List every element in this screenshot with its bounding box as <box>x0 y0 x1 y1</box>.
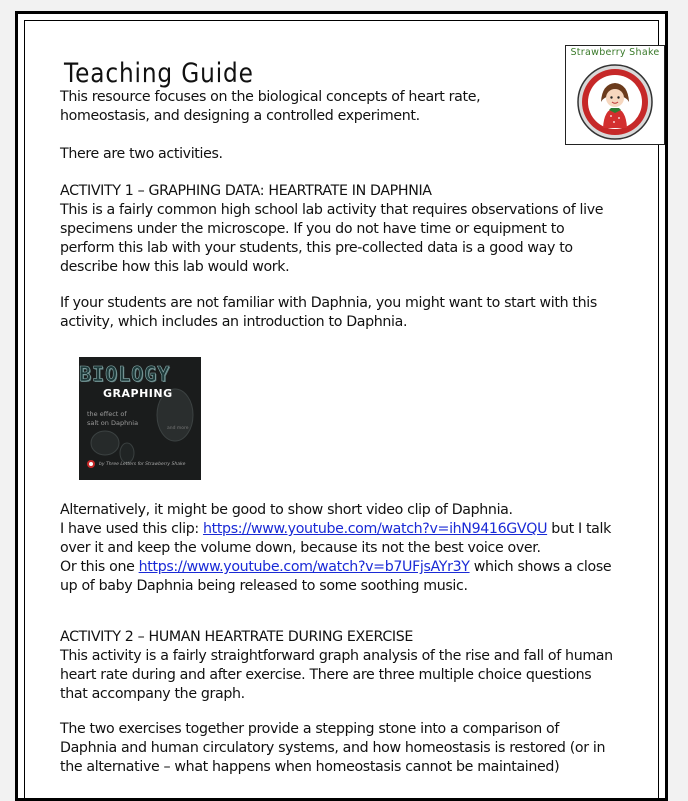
youtube-link-2[interactable]: https://www.youtube.com/watch?v=b7UFjsAYr3Y <box>138 559 470 575</box>
thumbnail-caption-line-1: the effect of <box>87 410 127 418</box>
alternative-video-paragraph <box>60 501 660 596</box>
alt-line-4-post: which shows a close <box>469 559 612 575</box>
alt-line-1: Alternatively, it might be good to show short video clip of Daphnia. <box>60 502 513 518</box>
daphnia-intro-paragraph: If your students are not familiar with Daphnia, you might want to start with this activity, which includes an introduction to Daphnia. <box>60 295 597 330</box>
thumbnail-caption-line-2: salt on Daphnia <box>87 419 139 427</box>
thumbnail-caption-small: and more <box>167 426 189 431</box>
conclusion-paragraph: The two exercises together provide a stepping stone into a comparison of Daphnia and human circulatory systems, and how homeostasis is restored (or in the alternative – what happens when homeostasis cannot be maintained) <box>60 721 606 775</box>
page-title: Teaching Guide <box>64 58 254 89</box>
activity-1-body: This is a fairly common high school lab activity that requires observations of live specimens under the microscope. If you do not have time or equipment to perform this lab with your students, this pre-collected data is a good way to describe how this lab would work. <box>60 202 604 275</box>
alt-line-5: up of baby Daphnia being released to some soothing music. <box>60 578 468 594</box>
logo-text: Strawberry Shake <box>570 47 660 58</box>
alt-line-4-pre: Or this one <box>60 559 139 575</box>
two-activities-text: There are two activities. <box>60 146 223 162</box>
document-page <box>15 11 668 801</box>
alt-line-3: over it and keep the volume down, because its not the best voice over. <box>60 540 541 556</box>
activity-1-heading: ACTIVITY 1 – GRAPHING DATA: HEARTRATE IN DAPHNIA <box>60 183 432 199</box>
biology-graphing-thumbnail[interactable] <box>79 357 201 480</box>
thumbnail-title: BIOLOGY <box>79 362 171 386</box>
thumbnail-footer: by Three Letters for Strawberry Shake <box>99 462 186 467</box>
thumbnail-subtitle: GRAPHING <box>103 387 173 400</box>
thumbnail-caption <box>87 410 138 428</box>
youtube-link-1[interactable]: https://www.youtube.com/watch?v=ihN9416GVQU <box>202 521 548 537</box>
alt-line-2-post: but I talk <box>547 521 611 537</box>
activity-2-heading: ACTIVITY 2 – HUMAN HEARTRATE DURING EXERCISE <box>60 629 413 645</box>
activity-2-body: This activity is a fairly straightforward graph analysis of the rise and fall of human heart rate during and after exercise. There are three multiple choice questions that accompany the graph. <box>60 648 613 702</box>
alt-line-2-pre: I have used this clip: <box>60 521 203 537</box>
intro-paragraph: This resource focuses on the biological concepts of heart rate, homeostasis, and designing a controlled experiment. <box>60 89 481 124</box>
